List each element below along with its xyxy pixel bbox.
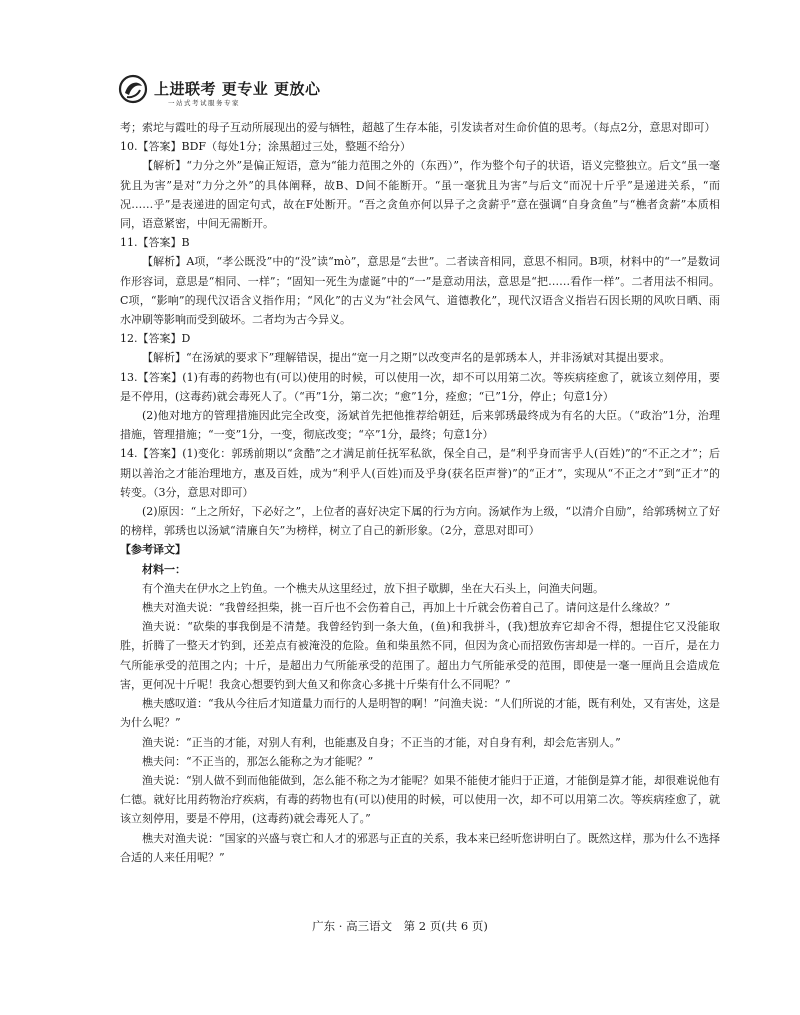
translation-heading: 【参考译文】 [120,543,186,557]
brand-title: 上进联考 更专业 更放心 [154,80,321,98]
analysis-10: 【解析】“力分之外”是偏正短语，意为“能力范围之外的（东西）”，作为整个句子的状语，语义完整独立。后文“虽一毫犹且为害”是对“力分之外”的具体阐释，故B、D间不能断开。“虽一毫犹且为害”与后文“而况十斤乎”是递进关系，“而况……乎”是表递进的固定句式，故在F处断开。“吾之贪鱼亦何以异子之贪薪乎”意在强调“自身贪鱼”与“樵者贪薪”本质相同，语意紧密，中间无需断开。 [120,159,720,231]
paragraph: 考；索坨与霞吐的母子互动所展现出的爱与牺牲，超越了生存本能，引发读者对生命价值的思考。（每点2分，意思对即可） [120,121,716,134]
answer-13-part-2: (2)他对地方的管理措施因此完全改变，汤斌首先把他推荐给朝廷，后来郭琇最终成为有名的大臣。（“政治”1分，治理措施，管理措施；“一变”1分，一变，彻底改变；“卒”1分，最终；句意1分） [120,409,720,442]
answer-12: 12.【答案】D [120,332,191,346]
swirl-logo-icon [118,74,148,104]
document-body [120,118,720,867]
page-footer: 广东 · 高三语文 第 2 页(共 6 页) [312,919,488,933]
answer-13: 13.【答案】(1)有毒的药物也有(可以)使用的时候，可以使用一次，却不可以用第二次。等疾病痊愈了，就该立刻停用，要是不停用，(这毒药)就会毒死人了。（“再”1分，第二次；“愈”1分，痊愈；“已”1分，停止；句意1分） [120,370,720,403]
brand-slogan: 一站式考试服务专家 [168,99,240,107]
analysis-11: 【解析】A项，“孝公既没”中的“没”读“mò”，意思是“去世”。二者读音相同，意思不相同。B项，材料中的“一”是数词作形容词，意思是“相同、一样”；“固知一死生为虚诞”中的“一”是意动用法，意思是“把……看作一样”。二者用法不相同。C项，“影响”的现代汉语含义指作用；“风化”的古义为“社会风气、道德教化”，现代汉语含义指岩石因长期的风吹日晒、雨水冲刷等影响而受到破坏。二者均为古今异义。 [120,255,720,327]
translation-paragraph: 渔夫说：“砍柴的事我倒是不清楚。我曾经钓到一条大鱼，(鱼)和我拼斗，(我)想放弃它却舍不得，想提住它又没能取胜，折腾了一整天才钓到，还差点有被淹没的危险。鱼和柴虽然不同，但因为贪心而招致伤害却是一样的。一百斤，是在力气所能承受的范围之内；十斤，是超出力气所能承受的范围了。超出力气所能承受的范围，即使是一毫一厘尚且会造成危害，更何况十斤呢！我贪心想要钓到大鱼又和你贪心多挑十斤柴有什么不同呢？” [120,620,720,691]
translation-paragraph: 渔夫说：“别人做不到而他能做到，怎么能不称之为才能呢？如果不能使才能归于正道，才能倒是算才能，却很难说他有仁德。就好比用药物治疗疾病，有毒的药物也有(可以)使用的时候，可以使用一次，却不可以用第二次。等疾病痊愈了，就该立刻停用，要是不停用，(这毒药)就会毒死人了。” [120,773,720,826]
translation-paragraph: 樵夫对渔夫说：“我曾经担柴，挑一百斤也不会伤着自己，再加上十斤就会伤着自己了。请问这是什么缘故？” [142,601,671,615]
answer-14: 14.【答案】(1)变化：郭琇前期以“贪酷”之才满足前任抚军私欲，保全自己，是“利乎身而害乎人(百姓)”的“不正之才”；后期以善治之才能治理地方，惠及百姓，成为“利乎人(百姓)而及乎身(获名臣声誉)”的“正才”，实现从“不正之才”到“正才”的转变。（3分，意思对即可） [120,447,720,499]
translation-paragraph: 渔夫说：“正当的才能，对别人有利，也能惠及自身；不正当的才能，对自身有利，却会危害别人。” [142,735,621,749]
translation-paragraph: 有个渔夫在伊水之上钓鱼。一个樵夫从这里经过，放下担子歇脚，坐在大石头上，问渔夫问题。 [142,581,604,595]
translation-paragraph: 樵夫感叹道：“我从今往后才知道量力而行的人是明智的啊！”问渔夫说：“人们所说的才能，既有利处，又有害处，这是为什么呢？” [120,697,720,730]
translation-paragraph: 樵夫问：“不正当的，那怎么能称之为才能呢？” [142,754,374,768]
analysis-12: 【解析】“在汤斌的要求下”理解错误，提出“宽一月之期”以改变声名的是郭琇本人，并非汤斌对其提出要求。 [142,351,671,365]
header [118,72,321,112]
translation-paragraph: 樵夫对渔夫说：“国家的兴盛与衰亡和人才的邪恶与正直的关系，我本来已经听您讲明白了。既然这样，那为什么不选择合适的人来任用呢？” [120,831,720,864]
answer-14-part-2: (2)原因：“上之所好，下必好之”，上位者的喜好决定下属的行为方向。汤斌作为上级，“以清介自励”，给郭琇树立了好的榜样，郭琇也以汤斌“清廉自矢”为榜样，树立了自己的新形象。（2分，意思对即可） [120,505,720,538]
answer-11: 11.【答案】B [120,236,190,250]
answer-10: 10.【答案】BDF（每处1分；涂黑超过三处，整题不给分） [120,140,412,154]
material-one-heading: 材料一： [142,562,186,576]
